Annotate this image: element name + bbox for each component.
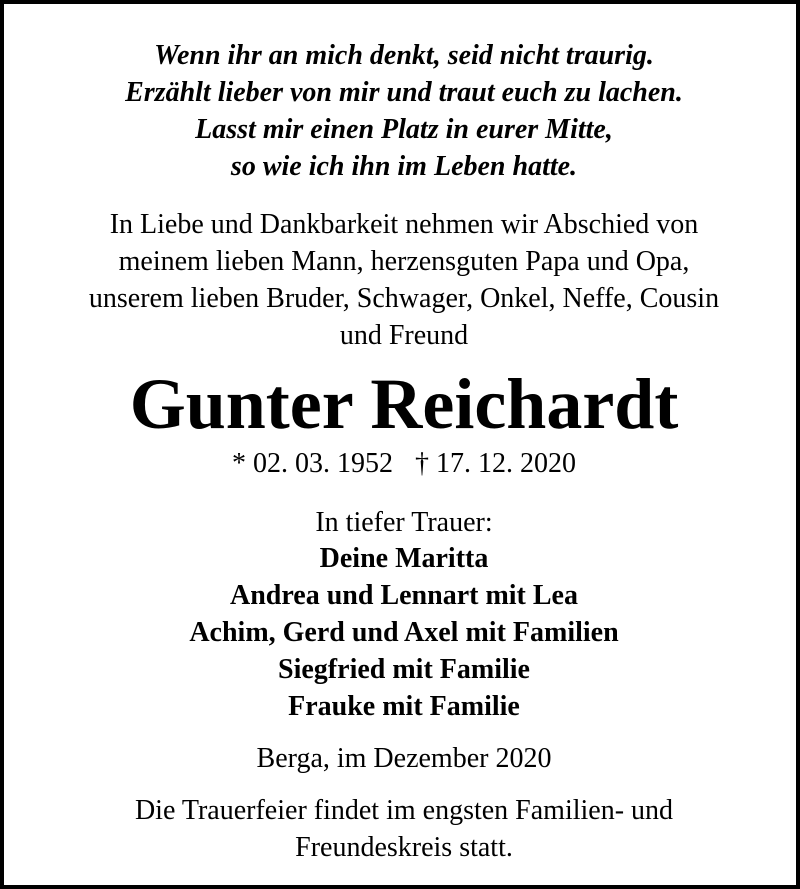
poem-line: Wenn ihr an mich denkt, seid nicht traurig. — [154, 40, 654, 71]
mourner-entry: Siegfried mit Familie — [278, 654, 530, 685]
mourner-entry: Achim, Gerd und Axel mit Familien — [189, 617, 619, 648]
farewell-line: unserem lieben Bruder, Schwager, Onkel, Neffe, Cousin — [88, 283, 720, 314]
deceased-name: Gunter Reichardt — [129, 364, 679, 444]
obituary-content — [8, 8, 800, 889]
mourners-list — [8, 540, 800, 725]
birth-date: * 02. 03. 1952 — [232, 448, 393, 479]
poem-line: Erzählt lieber von mir und traut euch zu lachen. — [125, 77, 683, 108]
poem-line: so wie ich ihn im Leben hatte. — [230, 151, 578, 182]
death-date: † 17. 12. 2020 — [415, 448, 576, 479]
life-dates — [8, 445, 800, 482]
poem — [8, 37, 800, 185]
poem-line: Lasst mir einen Platz in eurer Mitte, — [195, 114, 613, 145]
mourner-entry: Frauke mit Familie — [288, 691, 520, 722]
farewell-text — [8, 206, 800, 354]
farewell-line: meinem lieben Mann, herzensguten Papa und Opa, — [118, 246, 690, 277]
mourning-label: In tiefer Trauer: — [315, 507, 493, 538]
mourner-entry: Deine Maritta — [319, 543, 489, 574]
farewell-line: und Freund — [339, 320, 469, 351]
mourner-entry: Andrea und Lennart mit Lea — [230, 580, 578, 611]
funeral-notice-line: Freundeskreis statt. — [295, 832, 513, 863]
place-and-date: Berga, im Dezember 2020 — [256, 743, 552, 774]
funeral-notice-line: Die Trauerfeier findet im engsten Familien- und — [134, 795, 674, 826]
farewell-line: In Liebe und Dankbarkeit nehmen wir Abschied von — [109, 209, 699, 240]
funeral-notice — [8, 792, 800, 866]
